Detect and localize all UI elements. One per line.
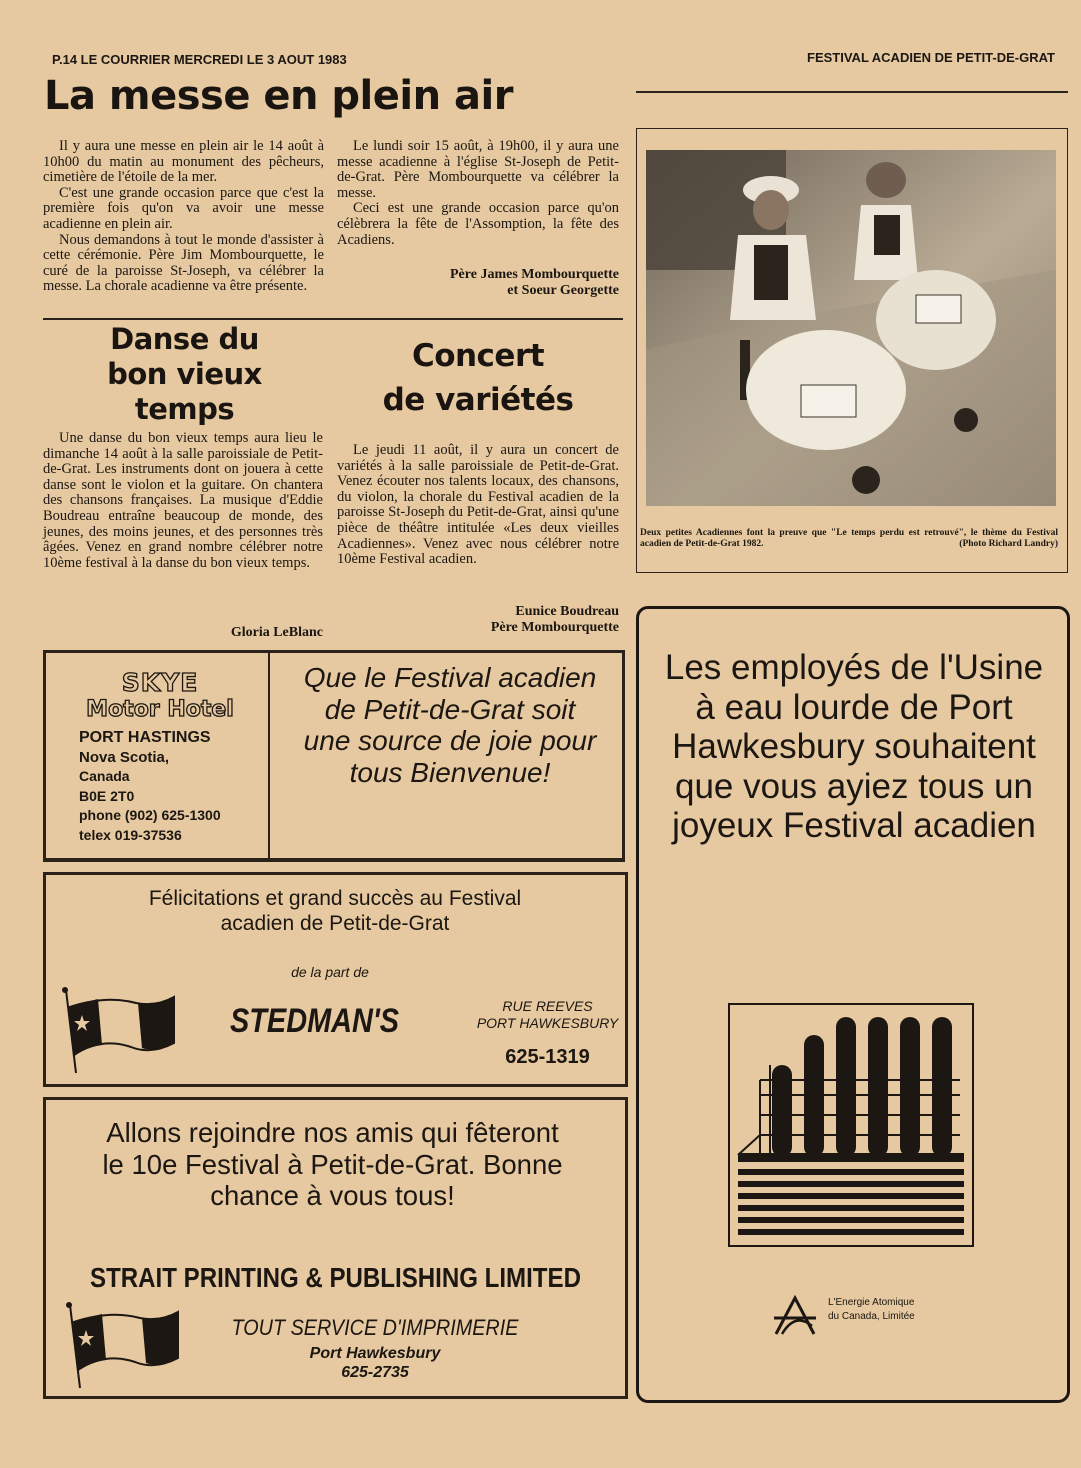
messe-column-2 <box>337 139 619 248</box>
stedmans-message: Félicitations et grand succès au Festival acadien de Petit-de-Grat <box>148 887 522 935</box>
page-header-right: FESTIVAL ACADIEN DE PETIT-DE-GRAT <box>807 50 1055 65</box>
plant-logo <box>728 1003 974 1247</box>
messe-paragraph: Le lundi soir 15 août, à 19h00, il y aura une messe acadienne à l'église St-Joseph de Petit-de-Grat. Père Mombourquette va célébrer la messe. <box>337 138 619 201</box>
stedmans-from: de la part de <box>291 964 369 980</box>
concert-body: Le jeudi 11 août, il y aura un concert de variétés à la salle paroissiale de Petit-de-Grat. Venez écouter nos talents locaux, des chansons, du violon, la chorale du Festival acadien de la paroisse St-Joseph du Petit-de-Grat, ainsi qu'une pièce de théâtre intitulée «Les deux vieilles Acadiennes». Venez avec nous célébrer notre 10ème Festival acadien. <box>337 442 619 568</box>
concert-title: Concert de variétés <box>382 338 574 418</box>
strait-contact: Port Hawkesbury 625-2735 <box>309 1345 441 1381</box>
title-rule <box>636 91 1068 93</box>
stedmans-address: RUE REEVES PORT HAWKESBURY <box>476 998 619 1031</box>
messe-column-1 <box>43 139 324 295</box>
skye-message: Que le Festival acadien de Petit-de-Grat soit une source de joie pour tous Bienvenue! <box>303 662 597 788</box>
danse-body: Une danse du bon vieux temps aura lieu le dimanche 14 août à la salle paroissiale de Petit-de-Grat. Les instruments dont on jouera à cette danse sont le violon et la guitare. On chantera des chansons françaises. La musique d'Eddie Boudreau entraîne beaucoup de monde, des jeunes, des moins jeunes, et des personnes très âgées. Venez en grand nombre célébrer notre 10ème festival à la danse du bon vieux temps. <box>43 430 323 571</box>
strait-name: STRAIT PRINTING & PUBLISHING LIMITED <box>90 1262 581 1293</box>
section-divider <box>43 318 623 320</box>
acadian-flag-icon <box>60 1300 190 1390</box>
messe-paragraph: Il y aura une messe en plein air le 14 août à 10h00 du matin au monument des pêcheurs, cimetière de l'étoile de la mer. <box>43 138 324 186</box>
ad-divider <box>268 653 270 858</box>
aecl-name: L'Energie Atomique du Canada, Limitée <box>828 1297 915 1322</box>
strait-message: Allons rejoindre nos amis qui fêteront le 10e Festival à Petit-de-Grat. Bonne chance à vous tous! <box>102 1117 563 1211</box>
stedmans-phone: 625-1319 <box>505 1046 590 1068</box>
messe-paragraph: Ceci est une grande occasion parce qu'on célèbrera la fête de l'Assomption, la fête des Acadiens. <box>337 200 619 248</box>
messe-signature: Père James Mombourquette et Soeur Georgette <box>450 267 619 298</box>
strait-service: TOUT SERVICE D'IMPRIMERIE <box>231 1315 519 1340</box>
stedmans-name: STEDMAN'S <box>230 1002 400 1040</box>
page-header-left: P.14 LE COURRIER MERCREDI LE 3 AOUT 1983 <box>52 52 347 67</box>
eau-lourde-message: Les employés de l'Usine à eau lourde de Port Hawkesbury souhaitent que vous ayiez tous un joyeux Festival acadien <box>664 648 1044 845</box>
skye-address: PORT HASTINGS Nova Scotia, Canada B0E 2T0 phone (902) 625-1300 telex 019-37536 <box>79 729 221 843</box>
danse-signature: Gloria LeBlanc <box>230 625 323 640</box>
acadian-flag-icon <box>56 985 186 1075</box>
skye-logo: SKYE Motor Hotel <box>86 668 234 722</box>
festival-photo <box>646 150 1056 506</box>
photo-caption: Deux petites Acadiennes font la preuve que "Le temps perdu est retrouvé", le thème du Festival acadien de Petit-de-Grat 1982. (Photo Richard Landry) <box>640 528 1058 549</box>
aecl-logo-icon <box>772 1294 818 1338</box>
photo-credit: (Photo Richard Landry) <box>959 539 1058 549</box>
messe-paragraph: Nous demandons à tout le monde d'assister à cette cérémonie. Père Jim Mombourquette, le curé de la paroisse St-Joseph, va célébrer la messe. La chorale acadienne va être présente. <box>43 231 324 295</box>
messe-title: La messe en plein air <box>44 73 513 119</box>
concert-signature: Eunice Boudreau Père Mombourquette <box>490 604 619 635</box>
messe-paragraph: C'est une grande occasion parce que c'est la première fois qu'on va avoir une messe acadienne en plein air. <box>43 184 324 232</box>
danse-title: Danse du bon vieux temps <box>107 322 262 426</box>
